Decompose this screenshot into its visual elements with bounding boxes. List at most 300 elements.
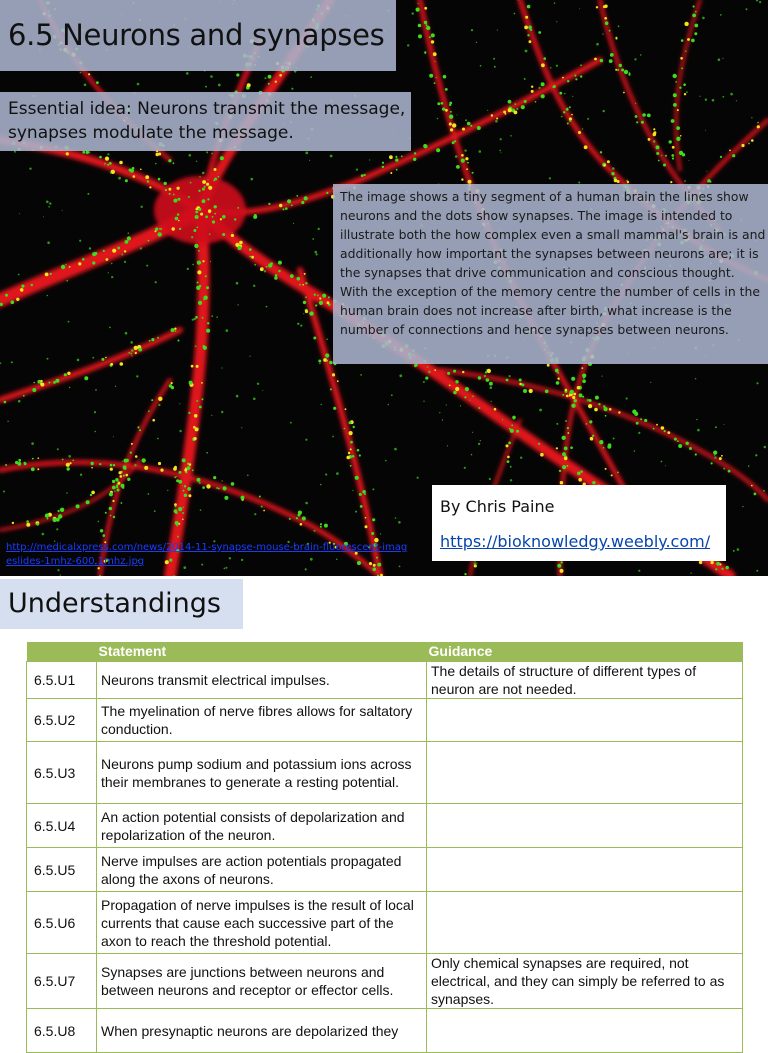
- synapse-dot: [58, 514, 62, 518]
- synapse-dot: [191, 236, 193, 238]
- synapse-dot: [155, 163, 157, 165]
- synapse-dot: [364, 174, 366, 176]
- synapse-dot: [489, 478, 491, 480]
- synapse-dot: [677, 109, 679, 111]
- synapse-dot: [626, 180, 628, 182]
- synapse-dot: [104, 163, 106, 165]
- synapse-dot: [42, 533, 45, 536]
- synapse-dot: [613, 438, 615, 440]
- synapse-dot: [556, 423, 558, 425]
- synapse-dot: [587, 118, 589, 120]
- synapse-dot: [412, 12, 414, 14]
- synapse-dot: [11, 361, 13, 363]
- synapse-dot: [195, 208, 197, 210]
- synapse-dot: [539, 409, 542, 412]
- synapse-dot: [624, 70, 628, 74]
- synapse-dot: [661, 461, 663, 463]
- synapse-dot: [66, 152, 69, 155]
- synapse-dot: [503, 111, 506, 114]
- synapse-dot: [193, 229, 196, 232]
- synapse-dot: [623, 92, 625, 94]
- synapse-dot: [188, 494, 191, 497]
- synapse-dot: [105, 357, 107, 359]
- synapse-dot: [316, 253, 318, 255]
- synapse-dot: [197, 427, 199, 429]
- synapse-dot: [609, 59, 613, 63]
- synapse-dot: [540, 453, 544, 457]
- synapse-dot: [37, 468, 39, 470]
- synapse-dot: [355, 476, 359, 480]
- synapse-dot: [557, 378, 559, 380]
- synapse-dot: [203, 299, 205, 301]
- synapse-dot: [315, 304, 317, 306]
- synapse-dot: [249, 248, 252, 251]
- synapse-dot: [604, 17, 607, 20]
- synapse-dot: [14, 151, 16, 153]
- synapse-dot: [756, 0, 758, 2]
- synapse-dot: [671, 154, 674, 157]
- synapse-dot: [173, 162, 175, 164]
- synapse-dot: [31, 467, 35, 471]
- synapse-dot: [674, 438, 677, 441]
- synapse-dot: [757, 125, 760, 128]
- synapse-dot: [77, 359, 80, 362]
- synapse-dot: [665, 465, 666, 466]
- synapse-dot: [186, 72, 189, 75]
- synapse-dot: [531, 86, 533, 88]
- synapse-dot: [149, 340, 151, 342]
- synapse-dot: [262, 390, 263, 391]
- synapse-dot: [671, 119, 675, 123]
- synapse-dot: [756, 570, 758, 572]
- synapse-dot: [199, 176, 201, 178]
- synapse-dot: [516, 108, 518, 110]
- synapse-dot: [158, 178, 161, 181]
- synapse-dot: [109, 162, 112, 165]
- synapse-dot: [212, 216, 214, 218]
- synapse-dot: [439, 412, 440, 413]
- synapse-dot: [184, 469, 187, 472]
- synapse-dot: [206, 286, 209, 289]
- synapse-dot: [661, 426, 665, 430]
- synapse-dot: [148, 410, 150, 412]
- synapse-dot: [464, 396, 466, 398]
- synapse-dot: [20, 288, 24, 292]
- synapse-dot: [253, 285, 255, 287]
- synapse-dot: [455, 387, 459, 391]
- synapse-dot: [491, 401, 492, 402]
- synapse-dot: [114, 490, 116, 492]
- synapse-dot: [336, 472, 339, 475]
- synapse-dot: [453, 370, 456, 373]
- synapse-dot: [125, 332, 128, 335]
- synapse-dot: [220, 156, 224, 160]
- synapse-dot: [112, 249, 116, 253]
- synapse-dot: [525, 16, 528, 19]
- synapse-dot: [189, 381, 193, 385]
- synapse-dot: [582, 379, 586, 383]
- synapse-dot: [346, 456, 350, 460]
- synapse-dot: [197, 478, 201, 482]
- synapse-dot: [469, 400, 470, 401]
- synapse-dot: [135, 352, 137, 354]
- synapse-dot: [314, 530, 316, 532]
- synapse-dot: [567, 432, 569, 434]
- synapse-dot: [214, 213, 216, 215]
- synapse-dot: [182, 458, 186, 462]
- synapse-dot: [195, 345, 197, 347]
- synapse-dot: [106, 258, 109, 261]
- synapse-dot: [48, 206, 50, 208]
- synapse-dot: [587, 399, 590, 402]
- synapse-dot: [525, 50, 528, 53]
- synapse-dot: [332, 373, 335, 376]
- synapse-dot: [592, 481, 595, 484]
- synapse-dot: [202, 180, 206, 184]
- synapse-dot: [676, 126, 680, 130]
- synapse-dot: [600, 59, 603, 62]
- synapse-dot: [726, 566, 729, 569]
- synapse-dot: [43, 216, 44, 217]
- synapse-dot: [556, 21, 557, 22]
- synapse-dot: [510, 479, 512, 481]
- synapse-dot: [636, 121, 638, 123]
- synapse-dot: [176, 525, 178, 527]
- synapse-dot: [168, 159, 171, 162]
- synapse-dot: [689, 160, 690, 161]
- synapse-dot: [719, 457, 722, 460]
- synapse-dot: [678, 444, 682, 448]
- synapse-dot: [275, 81, 277, 83]
- synapse-dot: [661, 155, 662, 156]
- synapse-dot: [582, 396, 584, 398]
- synapse-dot: [194, 318, 196, 320]
- synapse-dot: [82, 258, 85, 261]
- synapse-dot: [319, 297, 321, 299]
- synapse-dot: [617, 180, 620, 183]
- synapse-dot: [327, 301, 330, 304]
- synapse-dot: [321, 404, 322, 405]
- understandings-heading-box: [0, 579, 243, 629]
- synapse-dot: [431, 33, 435, 37]
- synapse-dot: [251, 178, 254, 181]
- synapse-dot: [274, 276, 277, 279]
- synapse-dot: [199, 482, 201, 484]
- synapse-dot: [426, 24, 428, 26]
- synapse-dot: [523, 389, 527, 393]
- synapse-dot: [673, 74, 677, 78]
- synapse-dot: [201, 398, 203, 400]
- synapse-dot: [143, 460, 145, 462]
- synapse-dot: [296, 195, 298, 197]
- synapse-dot: [7, 421, 8, 422]
- synapse-dot: [89, 247, 91, 249]
- synapse-dot: [653, 428, 655, 430]
- synapse-dot: [31, 442, 34, 445]
- synapse-dot: [322, 294, 326, 298]
- synapse-dot: [174, 509, 178, 513]
- synapse-dot: [573, 393, 576, 396]
- row-statement: An action potential consists of depolarization and repolarization of the neuron.: [97, 804, 427, 848]
- synapse-dot: [729, 150, 731, 152]
- synapse-dot: [68, 455, 71, 458]
- synapse-dot: [205, 215, 208, 218]
- synapse-dot: [353, 426, 355, 428]
- synapse-dot: [117, 489, 120, 492]
- synapse-dot: [495, 120, 498, 123]
- synapse-dot: [748, 465, 750, 467]
- synapse-dot: [508, 100, 512, 104]
- synapse-dot: [675, 81, 677, 83]
- synapse-dot: [574, 399, 577, 402]
- synapse-dot: [66, 463, 70, 467]
- synapse-dot: [578, 131, 581, 134]
- synapse-dot: [461, 159, 465, 163]
- synapse-dot: [429, 36, 431, 38]
- synapse-dot: [445, 88, 448, 91]
- synapse-dot: [723, 468, 725, 470]
- synapse-dot: [95, 389, 97, 391]
- synapse-dot: [190, 182, 192, 184]
- synapse-dot: [209, 211, 211, 213]
- synapse-dot: [480, 65, 482, 67]
- synapse-dot: [32, 388, 36, 392]
- row-guidance: [427, 848, 743, 892]
- synapse-dot: [732, 154, 735, 157]
- synapse-dot: [713, 451, 717, 455]
- synapse-dot: [596, 6, 598, 8]
- synapse-dot: [611, 474, 613, 476]
- table-row: [27, 954, 743, 1009]
- synapse-dot: [349, 431, 353, 435]
- synapse-dot: [101, 358, 104, 361]
- synapse-dot: [450, 111, 452, 113]
- row-statement: The myelination of nerve fibres allows for saltatory conduction.: [97, 699, 427, 742]
- synapse-dot: [712, 99, 715, 102]
- row-statement: When presynaptic neurons are depolarized they: [97, 1009, 427, 1053]
- synapse-dot: [206, 151, 208, 153]
- synapse-dot: [642, 113, 646, 117]
- synapse-dot: [478, 407, 480, 409]
- synapse-dot: [264, 270, 266, 272]
- synapse-dot: [176, 476, 177, 477]
- synapse-dot: [653, 140, 656, 143]
- synapse-dot: [222, 215, 226, 219]
- synapse-dot: [144, 466, 148, 470]
- synapse-dot: [607, 445, 611, 449]
- synapse-dot: [107, 164, 109, 166]
- synapse-dot: [452, 141, 455, 144]
- synapse-dot: [547, 364, 550, 367]
- synapse-dot: [300, 325, 302, 327]
- synapse-dot: [535, 101, 537, 103]
- synapse-dot: [33, 382, 35, 384]
- synapse-dot: [407, 44, 409, 46]
- synapse-dot: [560, 481, 563, 484]
- synapse-dot: [754, 493, 757, 496]
- synapse-dot: [192, 264, 194, 266]
- synapse-dot: [478, 443, 480, 445]
- synapse-dot: [268, 203, 270, 205]
- synapse-dot: [206, 452, 208, 454]
- synapse-dot: [617, 69, 619, 71]
- understandings-heading: Understandings: [8, 588, 221, 619]
- synapse-dot: [583, 377, 585, 379]
- synapse-dot: [442, 419, 443, 420]
- synapse-dot: [117, 247, 120, 250]
- synapse-dot: [160, 228, 162, 230]
- synapse-dot: [15, 461, 18, 464]
- synapse-dot: [283, 208, 285, 210]
- synapse-dot: [603, 164, 606, 167]
- synapse-dot: [751, 485, 753, 487]
- synapse-dot: [224, 496, 228, 500]
- synapse-dot: [305, 152, 308, 155]
- synapse-dot: [53, 381, 56, 384]
- synapse-dot: [450, 128, 453, 131]
- synapse-dot: [748, 143, 750, 145]
- synapse-dot: [705, 130, 706, 131]
- synapse-dot: [133, 175, 136, 178]
- synapse-dot: [226, 329, 229, 332]
- synapse-dot: [425, 377, 428, 380]
- synapse-dot: [471, 454, 473, 456]
- synapse-dot: [470, 125, 472, 127]
- synapse-dot: [759, 1, 761, 3]
- synapse-dot: [360, 505, 363, 508]
- synapse-dot: [524, 78, 526, 80]
- synapse-dot: [134, 346, 138, 350]
- synapse-dot: [84, 84, 87, 87]
- synapse-dot: [514, 13, 516, 15]
- synapse-dot: [416, 8, 420, 12]
- synapse-dot: [324, 524, 328, 528]
- synapse-dot: [207, 179, 208, 180]
- author-website-link[interactable]: https://bioknowledgy.weebly.com/: [440, 532, 710, 551]
- synapse-dot: [325, 353, 329, 357]
- synapse-dot: [112, 486, 116, 490]
- synapse-dot: [209, 233, 211, 235]
- synapse-dot: [605, 468, 607, 470]
- synapse-dot: [349, 421, 352, 424]
- synapse-dot: [557, 372, 559, 374]
- synapse-dot: [113, 516, 115, 518]
- synapse-dot: [722, 96, 724, 98]
- synapse-dot: [570, 446, 573, 449]
- synapse-dot: [656, 145, 660, 149]
- synapse-dot: [18, 463, 20, 465]
- synapse-dot: [109, 507, 113, 511]
- synapse-dot: [177, 187, 180, 190]
- synapse-dot: [314, 294, 316, 296]
- synapse-dot: [388, 404, 389, 405]
- synapse-dot: [423, 401, 424, 402]
- synapse-dot: [88, 151, 90, 153]
- row-code: 6.5.U4: [27, 804, 97, 848]
- synapse-dot: [418, 24, 422, 28]
- synapse-dot: [644, 419, 647, 422]
- synapse-dot: [158, 404, 160, 406]
- synapse-dot: [18, 459, 21, 462]
- synapse-dot: [681, 67, 683, 69]
- image-credit-link[interactable]: http://medicalxpress.com/news/2014-11-synapse-mouse-brain-fluorescent-imageslides-1mhz-600.1mhz.jpg: [6, 541, 411, 569]
- synapse-dot: [193, 426, 196, 429]
- synapse-dot: [171, 382, 173, 384]
- synapse-dot: [465, 157, 468, 160]
- synapse-dot: [279, 204, 282, 207]
- synapse-dot: [663, 164, 666, 167]
- synapse-dot: [187, 487, 191, 491]
- synapse-dot: [328, 296, 330, 298]
- synapse-dot: [189, 463, 192, 466]
- synapse-dot: [474, 562, 477, 565]
- synapse-dot: [175, 506, 177, 508]
- synapse-dot: [268, 83, 270, 85]
- synapse-dot: [575, 78, 577, 80]
- synapse-dot: [365, 517, 367, 519]
- synapse-dot: [194, 244, 198, 248]
- synapse-dot: [177, 536, 179, 538]
- row-code: 6.5.U5: [27, 848, 97, 892]
- synapse-dot: [462, 128, 465, 131]
- synapse-dot: [26, 520, 29, 523]
- synapse-dot: [389, 155, 393, 159]
- synapse-dot: [136, 375, 138, 377]
- synapse-dot: [76, 504, 80, 508]
- synapse-dot: [569, 391, 572, 394]
- synapse-dot: [266, 306, 268, 308]
- synapse-dot: [305, 282, 307, 284]
- synapse-dot: [303, 313, 304, 314]
- synapse-dot: [251, 256, 254, 259]
- synapse-dot: [449, 123, 452, 126]
- synapse-dot: [137, 426, 139, 428]
- synapse-dot: [47, 518, 49, 520]
- synapse-dot: [595, 396, 599, 400]
- synapse-dot: [155, 228, 158, 231]
- synapse-dot: [449, 115, 453, 119]
- synapse-dot: [222, 233, 225, 236]
- synapse-dot: [278, 261, 282, 265]
- synapse-dot: [123, 467, 126, 470]
- synapse-dot: [577, 472, 581, 476]
- synapse-dot: [200, 509, 202, 511]
- synapse-dot: [110, 515, 112, 517]
- synapse-dot: [673, 103, 677, 107]
- header-code: [27, 642, 97, 662]
- synapse-dot: [69, 266, 71, 268]
- synapse-dot: [130, 341, 133, 344]
- synapse-dot: [291, 88, 293, 90]
- synapse-dot: [92, 261, 95, 264]
- synapse-dot: [239, 241, 243, 245]
- synapse-dot: [689, 447, 692, 450]
- synapse-dot: [0, 362, 1, 364]
- synapse-dot: [489, 382, 493, 386]
- synapse-dot: [618, 25, 620, 27]
- synapse-dot: [279, 74, 282, 77]
- synapse-dot: [145, 175, 149, 179]
- synapse-dot: [635, 115, 638, 118]
- synapse-dot: [424, 7, 427, 10]
- synapse-dot: [261, 506, 263, 508]
- synapse-dot: [507, 460, 510, 463]
- synapse-dot: [394, 448, 397, 451]
- synapse-dot: [636, 422, 639, 425]
- synapse-dot: [456, 165, 460, 169]
- synapse-dot: [521, 383, 524, 386]
- synapse-dot: [289, 518, 291, 520]
